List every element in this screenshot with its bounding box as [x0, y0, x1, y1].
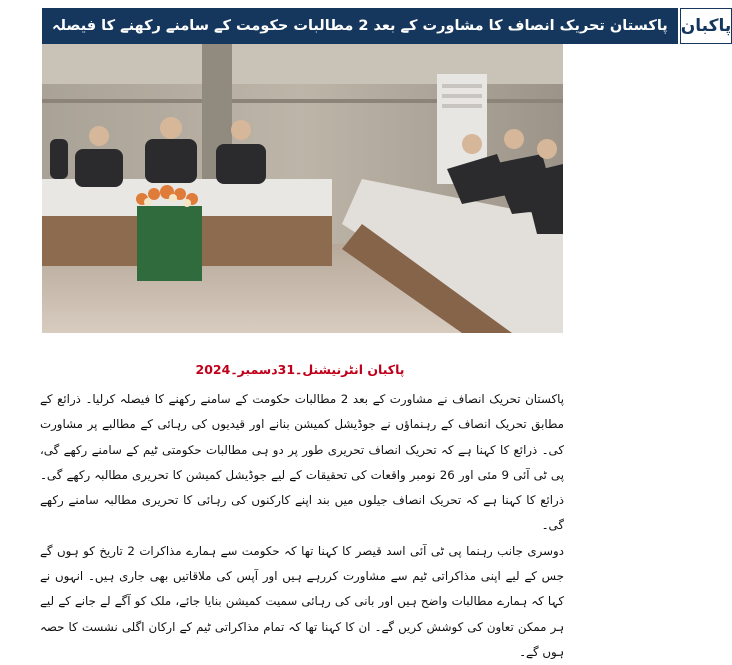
brand-logo: پاکبان [680, 8, 732, 44]
headline-title: پاکستان تحریک انصاف کا مشاورت کے بعد 2 مطالبات حکومت کے سامنے رکھنے کا فیصلہ [42, 8, 678, 44]
dateline: پاکبان انٹرنیشنل۔31دسمبر۔2024 [195, 362, 405, 377]
headline-banner [42, 8, 732, 44]
meeting-photo [42, 44, 563, 333]
article-paragraph: دوسری جانب رہنما پی ٹی آئی اسد قیصر کا کہنا تھا کہ حکومت سے ہمارے مذاکرات 2 تاریخ کو ہوں گے جس کے لیے اپنی مذاکراتی ٹیم سے مشاورت کررہے ہیں اور آپس کی ملاقاتیں بھی جاری ہیں۔ انہوں نے کہا کہ ہمارے مطالبات واضح ہیں اور بانی کی رہائی سمیت کمیشن بنایا جائے، ملک کو آگے لے جانے کے لیے ہر ممکن تعاون کی کوشش کریں گے۔ ان کا کہنا تھا کہ تمام مذاکراتی ٹیم کے ارکان اگلی نشست کا حصہ ہوں گے۔ [40, 543, 564, 659]
article-paragraph: پاکستان تحریک انصاف نے مشاورت کے بعد 2 مطالبات حکومت کے سامنے رکھنے کا فیصلہ کرلیا۔ ذرائع کے مطابق تحریک انصاف کے رہنماؤں نے جوڈیشل کمیشن بنانے اور قیدیوں کی رہائی کے مطالبے پر مشاورت کی۔ ذرائع کا کہنا ہے کہ تحریک انصاف تحریری طور پر دو ہی مطالبات حکومتی ٹیم کے سامنے رکھے گی، پی ٹی آئی 9 مئی اور 26 نومبر واقعات کی تحقیقات کے لیے جوڈیشل کمیشن کا تحریری مطالبہ رکھے گی۔ ذرائع کا کہنا ہے کہ تحریک انصاف جیلوں میں بند اپنے کارکنوں کی رہائی کا تحریری مطالبہ سامنے رکھے گی۔ [40, 392, 564, 533]
article-body [40, 387, 564, 665]
